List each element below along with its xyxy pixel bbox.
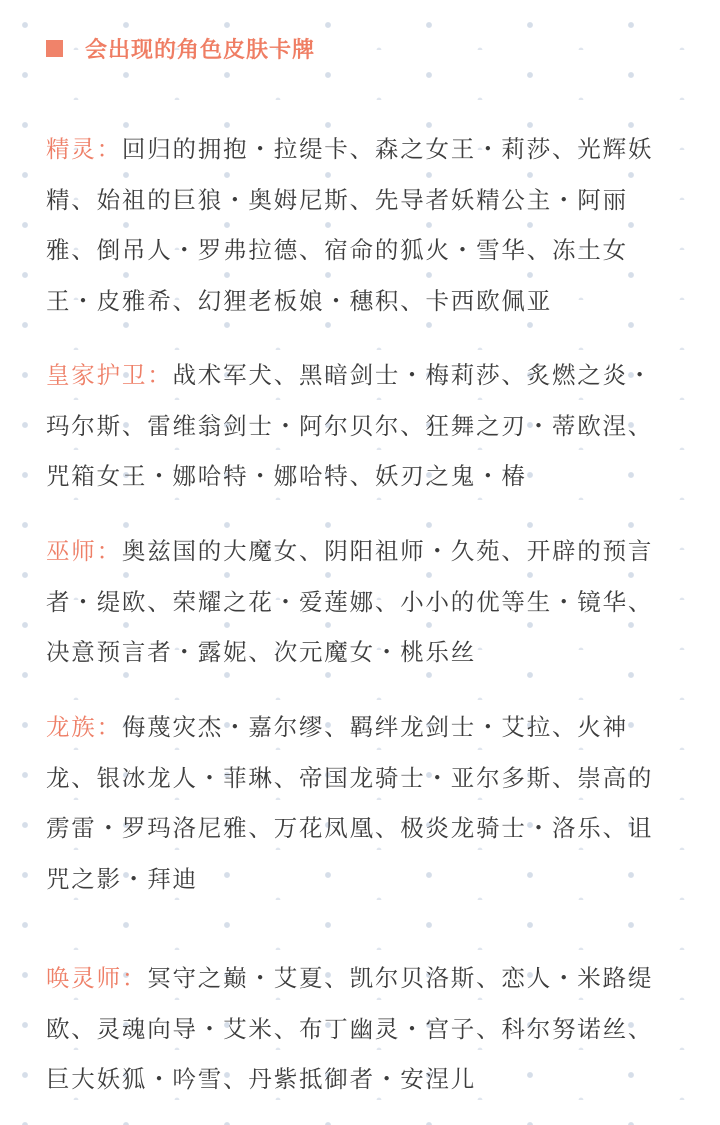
square-bullet-icon <box>46 40 63 57</box>
card-list-text: 回归的拥抱・拉缇卡、森之女王・莉莎、光辉妖精、始祖的巨狼・奥姆尼斯、先导者妖精公主・阿丽雅、倒吊人・罗弗拉德、宿命的狐火・雪华、冻土女王・皮雅希、幻狸老板娘・穗积、卡西欧佩亚 <box>46 135 654 315</box>
category-label: 精灵： <box>46 135 122 163</box>
paragraph-summoner <box>46 953 678 1105</box>
paragraph-elf <box>46 124 678 326</box>
paragraph-dragon <box>46 702 678 904</box>
heading-title: 会出现的角色皮肤卡牌 <box>85 37 316 63</box>
category-label: 龙族： <box>46 713 122 741</box>
card-list-text: 冥守之巅・艾夏、凯尔贝洛斯、恋人・米路缇欧、灵魂向导・艾米、布丁幽灵・宫子、科尔努诺丝、巨大妖狐・吟雪、丹紫抵御者・安涅儿 <box>46 964 654 1093</box>
card-list-text: 战术军犬、黑暗剑士・梅莉莎、炙燃之炎・玛尔斯、雷维翁剑士・阿尔贝尔、狂舞之刃・蒂欧涅、咒箱女王・娜哈特・娜哈特、妖刃之鬼・椿 <box>46 361 654 490</box>
paragraph-royal-guard <box>46 350 678 502</box>
paragraph-witch <box>46 526 678 678</box>
card-list-text: 奥兹国的大魔女、阴阳祖师・久苑、开辟的预言者・缇欧、荣耀之花・爱莲娜、小小的优等生・镜华、决意预言者・露妮、次元魔女・桃乐丝 <box>46 537 654 666</box>
section-heading <box>46 30 315 66</box>
category-label: 巫师： <box>46 537 122 565</box>
category-label: 皇家护卫： <box>46 361 173 389</box>
card-list-text: 侮蔑灾杰・嘉尔缪、羁绊龙剑士・艾拉、火神龙、银冰龙人・菲琳、帝国龙骑士・亚尔多斯、崇高的雳雷・罗玛洛尼雅、万花凤凰、极炎龙骑士・洛乐、诅咒之影・拜迪 <box>46 713 654 893</box>
category-label: 唤灵师： <box>46 964 148 992</box>
